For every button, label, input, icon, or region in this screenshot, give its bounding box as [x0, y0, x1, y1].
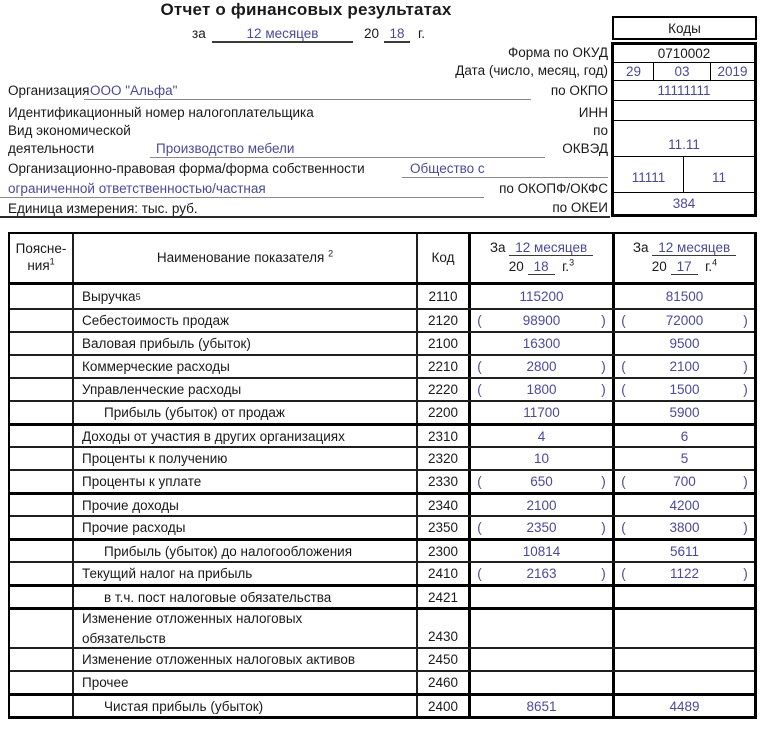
table-row — [10, 469, 754, 492]
explanation-cell — [10, 333, 74, 354]
value-2017: 6 — [680, 428, 689, 444]
value-2018-cell — [471, 426, 615, 446]
value-2018-cell — [471, 587, 615, 607]
indicator-cell — [74, 379, 418, 400]
row-indicator-label: Проценты к уплате — [82, 474, 202, 489]
open-paren-2017: ( — [621, 382, 626, 397]
row-code-cell — [418, 285, 471, 308]
explanations-header-line1: Поясне- — [15, 241, 67, 257]
legal-form-underline1 — [402, 177, 608, 178]
row-indicator-label: Прибыль (убыток) до налогообложения — [104, 543, 353, 559]
value-2018: 2100 — [526, 497, 557, 513]
code-header: Код — [418, 234, 471, 282]
legal-form-label: Организационно-правовая форма/форма собственности — [8, 161, 365, 176]
period-year: 18 — [384, 26, 410, 43]
row-indicator-label: Прибыль (убыток) от продаж — [104, 405, 285, 420]
period-suffix: г. — [418, 26, 426, 41]
value-2017-cell — [615, 402, 754, 423]
indicator-cell — [74, 517, 418, 538]
value-2017: 4200 — [669, 497, 700, 513]
activity-label-line2: деятельности — [8, 141, 95, 156]
row-indicator-label: Прочие доходы — [82, 497, 179, 513]
row-indicator-label: Управленческие расходы — [82, 382, 242, 397]
codes-title: Коды — [668, 20, 701, 36]
org-underline — [84, 99, 531, 100]
value-2017-cell — [615, 448, 754, 469]
codes-box — [611, 42, 757, 217]
inn-row-label: Идентификационный номер налогоплательщика — [8, 105, 314, 120]
indicator-cell — [74, 356, 418, 377]
explanation-cell — [10, 649, 74, 670]
period-century: 20 — [364, 26, 380, 41]
value-2017: 1122 — [669, 566, 700, 581]
value-2018-cell — [471, 541, 615, 561]
open-paren-2017: ( — [621, 566, 626, 581]
indicator-cell — [74, 426, 418, 446]
row-indicator-label: Прочие расходы — [82, 520, 186, 535]
inn-label: ИНН — [578, 105, 608, 120]
indicator-cell — [74, 541, 418, 561]
inn-value-cell — [614, 101, 754, 121]
okved-value: 11.11 — [668, 137, 700, 152]
table-row — [10, 331, 754, 354]
explanation-cell — [10, 587, 74, 607]
okopf-value: 11111 — [614, 157, 684, 192]
value-2017-cell — [615, 333, 754, 354]
table-row — [10, 423, 754, 446]
row-indicator-label: в т.ч. пост налоговые обязательства — [104, 589, 332, 605]
value-2017: 5 — [680, 451, 689, 466]
value-2018: 2350 — [526, 520, 557, 535]
value-2018: 2163 — [526, 566, 557, 581]
explanation-cell — [10, 672, 74, 693]
row-code-cell — [418, 495, 471, 515]
indicator-cell — [74, 610, 418, 647]
table-row — [10, 446, 754, 469]
activity-value: Производство мебели — [156, 141, 295, 156]
value-2018-cell — [471, 649, 615, 670]
explanation-cell — [10, 563, 74, 584]
value-2018: 650 — [530, 474, 553, 489]
indicator-cell — [74, 333, 418, 354]
date-year: 2019 — [717, 64, 748, 79]
close-paren-2017: ) — [743, 313, 748, 328]
okud-value-cell — [614, 45, 754, 63]
row-code-cell — [418, 672, 471, 693]
indicator-cell — [74, 563, 418, 584]
table-row — [10, 647, 754, 670]
value-2018: 11700 — [523, 405, 560, 420]
legal-form-value-line2: ограниченной ответственностью/частная — [8, 181, 266, 196]
date-month: 03 — [654, 63, 711, 80]
row-indicator-label: Текущий налог на прибыль — [82, 566, 253, 581]
row-code: 2300 — [427, 543, 459, 559]
row-code: 2430 — [427, 629, 459, 644]
open-paren-2017: ( — [621, 474, 626, 489]
okopf-okfs-label: по ОКОПФ/ОКФС — [499, 181, 608, 196]
open-paren-2018: ( — [477, 520, 482, 535]
row-code: 2421 — [427, 589, 459, 605]
table-row — [10, 492, 754, 515]
legal-form-underline2 — [0, 197, 484, 198]
indicator-cell — [74, 471, 418, 492]
report-table-body — [10, 285, 754, 716]
value-2018: 8651 — [526, 698, 557, 714]
row-code-cell — [418, 541, 471, 561]
value-2018-cell — [471, 610, 615, 647]
value-2017-cell — [615, 541, 754, 561]
org-label: Организация — [8, 83, 90, 98]
close-paren-2018: ) — [601, 313, 606, 328]
close-paren-2017: ) — [743, 566, 748, 581]
okud-value: 0710002 — [657, 46, 711, 61]
value-2018-cell — [471, 356, 615, 377]
okei-label: по ОКЕИ — [552, 200, 608, 215]
legal-form-value-line1: Общество с — [410, 161, 485, 176]
open-paren-2018: ( — [477, 566, 482, 581]
row-code: 2410 — [427, 566, 459, 581]
close-paren-2018: ) — [601, 520, 606, 535]
unit-divider-line — [0, 216, 610, 218]
row-code-cell — [418, 696, 471, 716]
okved-value-cell — [614, 121, 754, 157]
table-row — [10, 670, 754, 693]
open-paren-2018: ( — [477, 359, 482, 374]
value-2018-cell — [471, 402, 615, 423]
okei-value-cell — [614, 193, 754, 214]
close-paren-2017: ) — [743, 382, 748, 397]
row-code: 2120 — [427, 313, 459, 328]
value-2018-cell — [471, 696, 615, 716]
row-code-cell — [418, 649, 471, 670]
row-code-cell — [418, 402, 471, 423]
explanations-header — [10, 234, 74, 282]
okei-value: 384 — [672, 196, 696, 211]
row-indicator-label: Коммерческие расходы — [82, 359, 230, 374]
indicator-cell — [74, 587, 418, 607]
close-paren-2017: ) — [743, 359, 748, 374]
close-paren-2018: ) — [601, 359, 606, 374]
explanation-cell — [10, 517, 74, 538]
row-code: 2320 — [427, 451, 459, 466]
period-prefix: за — [192, 26, 206, 41]
okopf-okfs-value-cells — [614, 157, 754, 193]
explanation-cell — [10, 379, 74, 400]
indicator-cell — [74, 495, 418, 515]
row-code-cell — [418, 471, 471, 492]
value-2018-cell — [471, 379, 615, 400]
date-label: Дата (число, месяц, год) — [455, 63, 608, 78]
indicator-cell: Выручка 5 — [74, 285, 418, 308]
value-2018: 10814 — [522, 543, 561, 559]
codes-title-box — [612, 16, 757, 40]
indicator-cell — [74, 672, 418, 693]
value-2017-cell — [615, 310, 754, 331]
value-2017-cell — [615, 672, 754, 693]
row-indicator-label: Прочее — [82, 675, 129, 690]
report-table — [8, 232, 757, 719]
value-2017-cell — [615, 563, 754, 584]
table-row — [10, 400, 754, 423]
open-paren-2017: ( — [621, 520, 626, 535]
close-paren-2018: ) — [601, 474, 606, 489]
value-2017-cell — [615, 696, 754, 716]
row-code: 2330 — [427, 474, 459, 489]
value-2017: 9500 — [669, 336, 700, 351]
table-row — [10, 515, 754, 538]
value-2018-cell — [471, 448, 615, 469]
row-code: 2450 — [427, 652, 459, 667]
table-row — [10, 584, 754, 607]
row-code: 2200 — [427, 405, 459, 420]
explanation-cell — [10, 448, 74, 469]
form-title: Отчет о финансовых результатах — [160, 0, 452, 19]
okfs-value: 11 — [711, 170, 726, 185]
table-row — [10, 354, 754, 377]
value-2018: 4 — [537, 428, 546, 444]
row-code-cell — [418, 379, 471, 400]
row-indicator-label: Валовая прибыль (убыток) — [82, 336, 251, 351]
period-value: 12 месяцев — [212, 26, 353, 43]
row-code-cell — [418, 448, 471, 469]
indicator-cell — [74, 310, 418, 331]
table-row — [10, 561, 754, 584]
explanation-cell — [10, 426, 74, 446]
value-2017: 1500 — [669, 382, 700, 397]
value-2017-cell — [615, 495, 754, 515]
open-paren-2018: ( — [477, 474, 482, 489]
value-2018-cell — [471, 672, 615, 693]
row-code: 2110 — [428, 289, 458, 304]
explanation-cell — [10, 310, 74, 331]
okved-label-line1: по — [593, 123, 608, 138]
value-2018-cell — [471, 310, 615, 331]
row-code-cell — [418, 356, 471, 377]
value-2018: 16300 — [522, 336, 561, 351]
open-paren-2018: ( — [477, 382, 482, 397]
row-code: 2100 — [427, 336, 459, 351]
okpo-label: по ОКПО — [550, 83, 608, 98]
value-2017-cell — [615, 426, 754, 446]
okpo-value: 11111111 — [657, 83, 711, 98]
value-2017-cell — [615, 610, 754, 647]
okpo-value-cell — [614, 81, 754, 101]
value-2018-cell — [471, 471, 615, 492]
row-code: 2350 — [427, 520, 459, 535]
row-code-cell — [418, 426, 471, 446]
value-2017: 72000 — [665, 313, 704, 328]
indicator-header: Наименование показателя $^2$ — [74, 234, 418, 282]
close-paren-2018: ) — [601, 382, 606, 397]
row-code: 2220 — [427, 382, 459, 397]
value-2017-cell — [615, 356, 754, 377]
table-row — [10, 377, 754, 400]
value-2017-cell — [615, 587, 754, 607]
explanation-cell — [10, 402, 74, 423]
row-code-cell — [418, 333, 471, 354]
org-value: ООО "Альфа" — [90, 83, 178, 98]
row-code-cell — [418, 563, 471, 584]
value-2017: 81500 — [665, 289, 704, 304]
explanation-cell — [10, 610, 74, 647]
table-row — [10, 285, 754, 308]
row-code: 2310 — [427, 428, 459, 444]
explanation-cell — [10, 471, 74, 492]
value-2017-cell — [615, 649, 754, 670]
unit-label: Единица измерения: тыс. руб. — [8, 201, 198, 216]
explanation-cell — [10, 356, 74, 377]
row-indicator-label: Себестоимость продаж — [82, 313, 229, 328]
value-2017-cell — [615, 471, 754, 492]
explanation-cell — [10, 696, 74, 716]
date-day: 29 — [614, 63, 654, 80]
indicator-cell — [74, 402, 418, 423]
row-code-cell — [418, 610, 471, 647]
value-2017: 5900 — [669, 405, 700, 420]
table-row — [10, 308, 754, 331]
row-indicator-label: Проценты к получению — [82, 451, 228, 466]
explanation-cell — [10, 541, 74, 561]
row-indicator-label: Изменение отложенных налоговых активов — [82, 652, 356, 667]
row-code: 2340 — [427, 497, 459, 513]
activity-label-line1: Вид экономической — [8, 123, 131, 138]
close-paren-2017: ) — [743, 520, 748, 535]
value-2018-cell — [471, 285, 615, 308]
date-value-cells — [614, 63, 754, 81]
value-2017: 3800 — [669, 520, 700, 535]
close-paren-2017: ) — [743, 474, 748, 489]
value-2018-cell — [471, 517, 615, 538]
open-paren-2017: ( — [621, 359, 626, 374]
row-code-cell — [418, 517, 471, 538]
value-2018-cell — [471, 495, 615, 515]
row-code-cell — [418, 587, 471, 607]
indicator-cell — [74, 696, 418, 716]
open-paren-2018: ( — [477, 313, 482, 328]
table-row — [10, 607, 754, 647]
explanations-header-line2: ния$^1$ — [27, 256, 55, 273]
value-2017-cell — [615, 379, 754, 400]
value-2017: 2100 — [669, 359, 700, 374]
row-indicator-label: Доходы от участия в других организациях — [82, 428, 345, 444]
table-row — [10, 693, 754, 716]
value-2018: 115200 — [519, 289, 564, 304]
close-paren-2018: ) — [601, 566, 606, 581]
row-code: 2210 — [427, 359, 459, 374]
table-header-row — [10, 234, 754, 285]
value-2018: 10 — [533, 451, 550, 466]
value-2018-cell — [471, 563, 615, 584]
explanation-cell — [10, 285, 74, 308]
row-indicator-label: Чистая прибыль (убыток) — [104, 698, 264, 714]
row-code: 2460 — [427, 675, 459, 690]
row-code: 2400 — [427, 698, 459, 714]
activity-underline — [150, 157, 545, 158]
value-2017: 5611 — [669, 543, 700, 559]
value-2018: 98900 — [522, 313, 561, 328]
table-row — [10, 538, 754, 561]
row-indicator-label: Выручка — [82, 289, 136, 304]
indicator-cell — [74, 448, 418, 469]
period-2017-header: За 12 месяцев 20 17 г.$^4$ — [615, 234, 754, 282]
open-paren-2017: ( — [621, 313, 626, 328]
value-2017-cell — [615, 517, 754, 538]
okved-label-line2: ОКВЭД — [562, 141, 608, 156]
row-code-cell — [418, 310, 471, 331]
value-2017: 4489 — [669, 698, 700, 714]
row-indicator-label: Изменение отложенных налоговых обязательств — [82, 610, 303, 646]
value-2017: 700 — [673, 474, 696, 489]
okud-label: Форма по ОКУД — [507, 45, 608, 60]
explanation-cell — [10, 495, 74, 515]
value-2018-cell — [471, 333, 615, 354]
value-2018: 2800 — [526, 359, 557, 374]
value-2018: 1800 — [526, 382, 557, 397]
period-2018-header: За 12 месяцев 20 18 г.$^3$ — [471, 234, 615, 282]
indicator-cell — [74, 649, 418, 670]
value-2017-cell — [615, 285, 754, 308]
